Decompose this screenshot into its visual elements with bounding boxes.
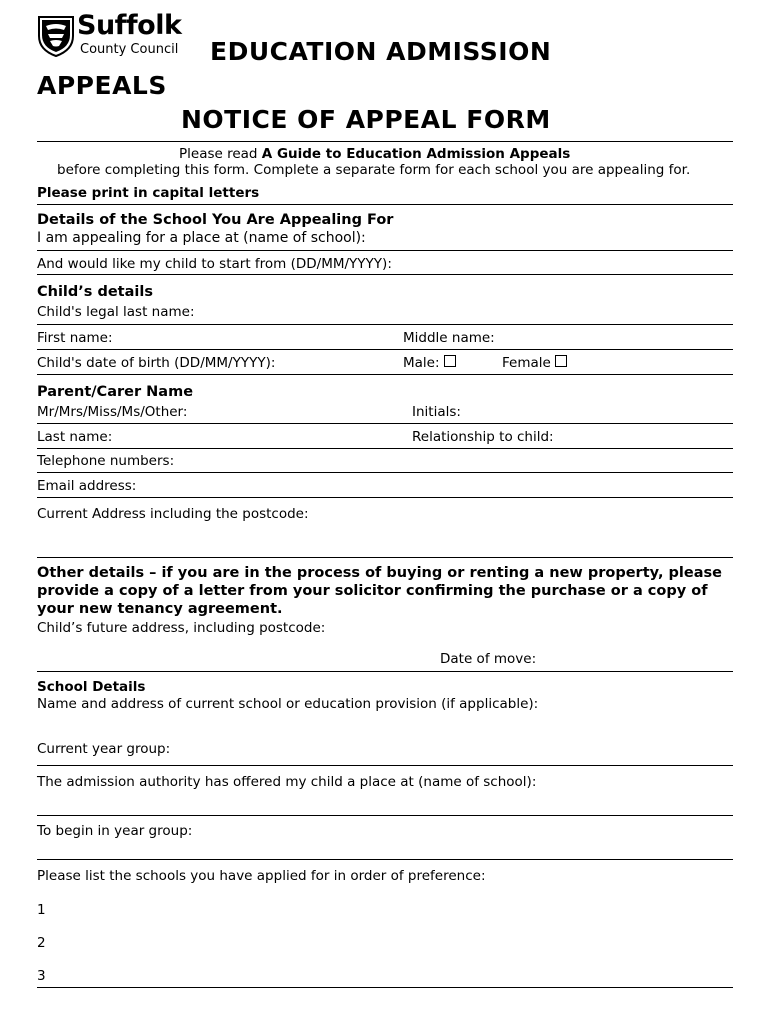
print-capitals-note: Please print in capital letters	[37, 185, 260, 201]
date-of-move-label: Date of move:	[440, 651, 537, 667]
female-checkbox[interactable]	[555, 355, 567, 367]
intro-line-1	[179, 146, 570, 162]
email-label: Email address:	[37, 478, 137, 494]
parent-carer-heading: Parent/Carer Name	[37, 384, 194, 400]
year-group-label: Current year group:	[37, 741, 171, 757]
guide-title: A Guide to Education Admission Appeals	[261, 146, 571, 162]
place-at-label: I am appealing for a place at (name of school):	[37, 230, 366, 246]
form-title-line-2: APPEALS	[37, 71, 167, 100]
female-option[interactable]	[502, 355, 567, 371]
school-details-heading: School Details	[37, 679, 146, 695]
male-checkbox[interactable]	[444, 355, 456, 367]
preference-3[interactable]: 3	[37, 968, 46, 984]
other-details-heading: Other details – if you are in the process of buying or renting a new property, please provide a copy of a letter from your solicitor confirming the purchase or a copy of your new tenancy agreement.	[37, 565, 722, 617]
preferences-label: Please list the schools you have applied for in order of preference:	[37, 868, 486, 884]
dob-field-row[interactable]	[37, 374, 733, 375]
parent-last-name-field-row[interactable]	[37, 448, 733, 449]
logo-subtitle: County Council	[80, 42, 179, 57]
start-from-field[interactable]	[37, 274, 733, 275]
initials-label: Initials:	[412, 404, 461, 420]
school-appeal-heading: Details of the School You Are Appealing For	[37, 212, 394, 228]
telephone-field[interactable]	[37, 472, 733, 473]
email-field[interactable]	[37, 497, 733, 498]
preference-2[interactable]: 2	[37, 935, 46, 951]
divider	[37, 141, 733, 142]
male-option[interactable]	[403, 355, 456, 371]
male-label: Male:	[403, 355, 440, 371]
current-address-label: Current Address including the postcode:	[37, 506, 309, 522]
parent-title-field-row[interactable]	[37, 423, 733, 424]
parent-last-name-label: Last name:	[37, 429, 113, 445]
child-details-heading: Child’s details	[37, 284, 153, 300]
female-label: Female	[502, 355, 551, 371]
relationship-label: Relationship to child:	[412, 429, 554, 445]
begin-year-label: To begin in year group:	[37, 823, 193, 839]
form-title-line-1: EDUCATION ADMISSION	[210, 37, 552, 66]
preferences-field[interactable]	[37, 987, 733, 988]
logo-name: Suffolk	[77, 10, 182, 41]
current-school-label: Name and address of current school or education provision (if applicable):	[37, 696, 539, 712]
preference-1[interactable]: 1	[37, 902, 46, 918]
current-school-field[interactable]	[37, 765, 733, 766]
suffolk-crest-logo	[36, 14, 76, 58]
names-field-row[interactable]	[37, 349, 733, 350]
place-at-field[interactable]	[37, 250, 733, 251]
parent-title-label: Mr/Mrs/Miss/Ms/Other:	[37, 404, 188, 420]
future-address-field[interactable]	[37, 671, 733, 672]
child-legal-last-name-label: Child's legal last name:	[37, 304, 195, 320]
child-legal-last-name-field[interactable]	[37, 324, 733, 325]
begin-year-field[interactable]	[37, 859, 733, 860]
start-from-label: And would like my child to start from (DD/MM/YYYY):	[37, 256, 392, 272]
divider	[37, 204, 733, 205]
first-name-label: First name:	[37, 330, 113, 346]
offered-place-label: The admission authority has offered my child a place at (name of school):	[37, 774, 537, 790]
offered-place-field[interactable]	[37, 815, 733, 816]
intro-line-2: before completing this form. Complete a separate form for each school you are appealing for.	[57, 162, 691, 178]
future-address-label: Child’s future address, including postcode:	[37, 620, 326, 636]
current-address-field[interactable]	[37, 557, 733, 558]
telephone-label: Telephone numbers:	[37, 453, 175, 469]
intro-read-prefix: Please read	[179, 146, 262, 162]
dob-label: Child's date of birth (DD/MM/YYYY):	[37, 355, 276, 371]
middle-name-label: Middle name:	[403, 330, 495, 346]
form-title-line-3: NOTICE OF APPEAL FORM	[181, 105, 551, 134]
